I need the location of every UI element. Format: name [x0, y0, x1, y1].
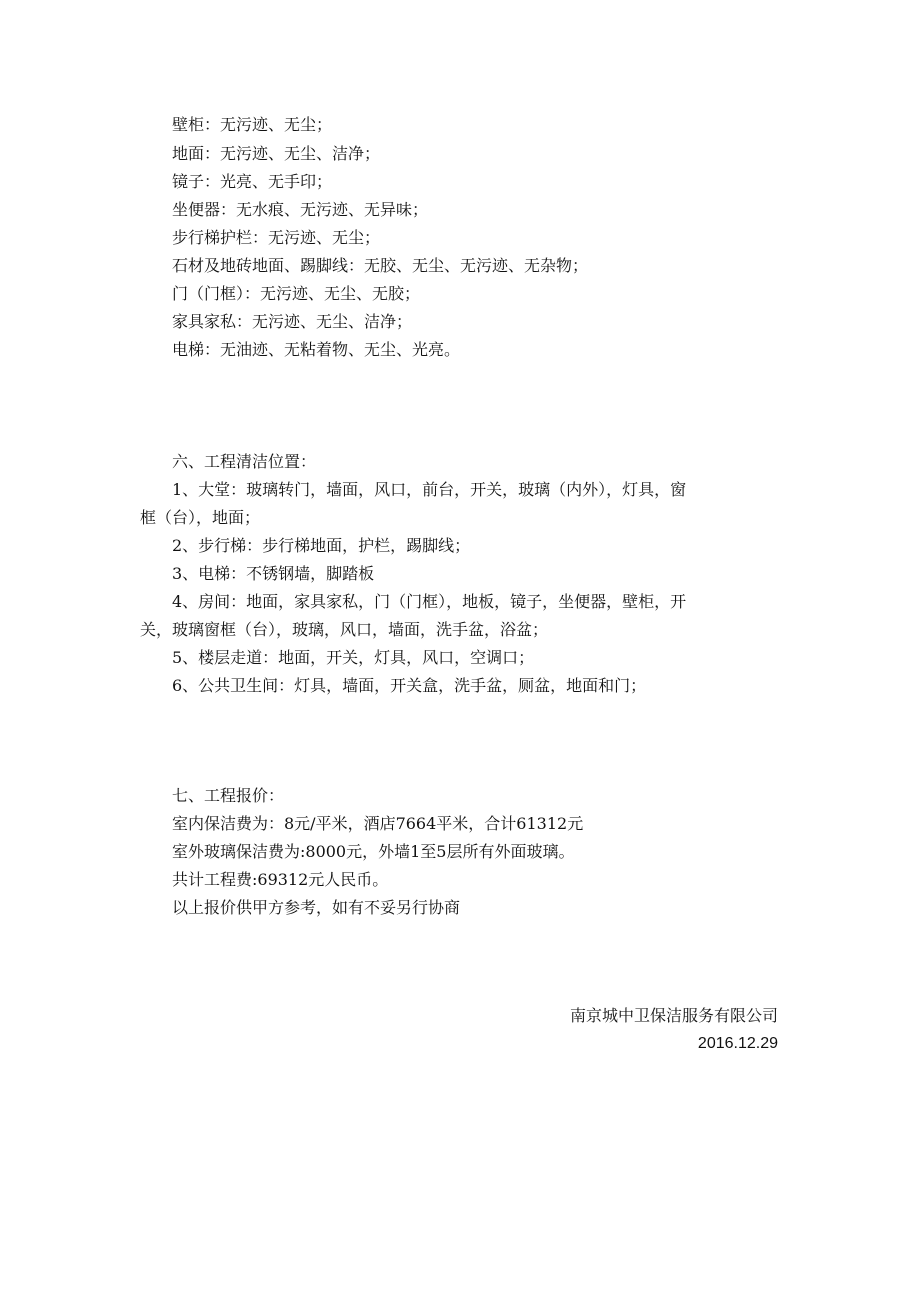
section6-item5: 5、楼层走道：地面，开关，灯具，风口，空调口； [172, 648, 535, 667]
standard-door: 门（门框）：无污迹、无尘、无胶； [172, 284, 421, 303]
standard-furniture: 家具家私：无污迹、无尘、洁净； [172, 312, 413, 331]
standard-stone-floor: 石材及地砖地面、踢脚线：无胶、无尘、无污迹、无杂物； [172, 256, 589, 275]
section6-item2: 2、步行梯：步行梯地面，护栏，踢脚线； [172, 536, 471, 555]
section6-item6: 6、公共卫生间：灯具，墙面，开关盒，洗手盆，厕盆，地面和门； [172, 676, 647, 695]
section6-item4-line2: 关，玻璃窗框（台），玻璃，风口，墙面，洗手盆，浴盆； [140, 620, 549, 639]
section7-note: 以上报价供甲方参考，如有不妥另行协商 [172, 898, 461, 917]
standard-stair-railing: 步行梯护栏：无污迹、无尘； [172, 228, 381, 247]
standard-toilet: 坐便器：无水痕、无污迹、无异味； [172, 200, 429, 219]
section6-item4-line1: 4、房间：地面，家具家私，门（门框），地板，镜子，坐便器，壁柜，开 [172, 592, 687, 611]
section6-item3: 3、电梯：不锈钢墙，脚踏板 [172, 564, 375, 583]
signature-date: 2016.12.29 [697, 1035, 778, 1052]
standard-wall-cabinet: 壁柜：无污迹、无尘； [172, 115, 333, 134]
section7-indoor-fee: 室内保洁费为：8元/平米，酒店7664平米，合计61312元 [172, 814, 584, 833]
section6-heading: 六、工程清洁位置： [172, 452, 317, 471]
section6-item1-line2: 框（台），地面； [140, 508, 261, 527]
signature-company: 南京城中卫保洁服务有限公司 [569, 1006, 778, 1025]
standard-mirror: 镜子：光亮、无手印； [172, 172, 333, 191]
standard-floor: 地面：无污迹、无尘、洁净； [172, 144, 381, 163]
section7-outdoor-fee: 室外玻璃保洁费为:8000元，外墙1至5层所有外面玻璃。 [172, 842, 575, 861]
standard-elevator: 电梯：无油迹、无粘着物、无尘、光亮。 [172, 340, 461, 359]
section7-total-fee: 共计工程费:69312元人民币。 [172, 870, 389, 889]
section7-heading: 七、工程报价： [172, 786, 285, 805]
section6-item1-line1: 1、大堂：玻璃转门，墙面，风口，前台，开关，玻璃（内外），灯具，窗 [172, 480, 687, 499]
